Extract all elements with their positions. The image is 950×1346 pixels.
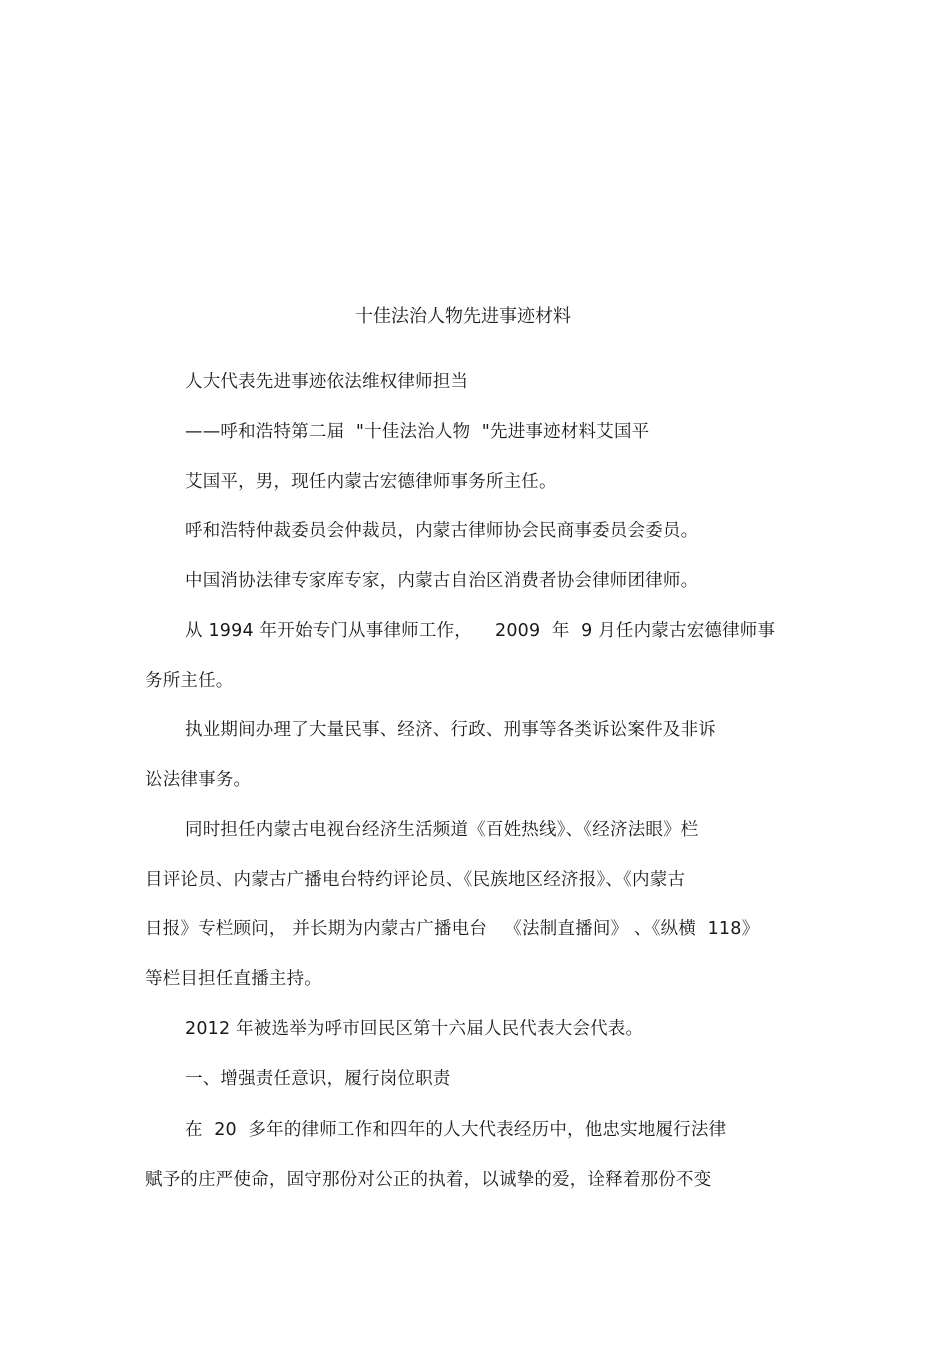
section-heading: 一、增强责任意识，履行岗位职责 (185, 1069, 451, 1089)
paragraph-line: 等栏目担任直播主持。 (145, 969, 322, 989)
paragraph-line: 同时担任内蒙古电视台经济生活频道《百姓热线》、《经济法眼》栏 (185, 820, 699, 840)
paragraph-line: 2012 年被选举为呼市回民区第十六届人民代表大会代表。 (185, 1019, 644, 1039)
paragraph-line: 日报》专栏顾问， 并长期为内蒙古广播电台 《法制直播间》 、《纵横 118》 (145, 919, 760, 939)
paragraph-line: 在 20 多年的律师工作和四年的人大代表经历中，他忠实地履行法律 (185, 1120, 727, 1140)
paragraph-line: 人大代表先进事迹依法维权律师担当 (185, 372, 469, 392)
paragraph-line: ——呼和浩特第二届 "十佳法治人物 "先进事迹材料艾国平 (185, 422, 650, 442)
paragraph-line: 从 1994 年开始专门从事律师工作， 2009 年 9 月任内蒙古宏德律师事 (185, 621, 776, 641)
document-title: 十佳法治人物先进事迹材料 (355, 306, 571, 327)
paragraph-line: 讼法律事务。 (145, 770, 252, 790)
paragraph-line: 目评论员、内蒙古广播电台特约评论员、《民族地区经济报》、《内蒙古 (145, 870, 686, 890)
paragraph-line: 艾国平，男，现任内蒙古宏德律师事务所主任。 (185, 472, 557, 492)
paragraph-line: 执业期间办理了大量民事、经济、行政、刑事等各类诉讼案件及非诉 (185, 720, 716, 740)
paragraph-line: 中国消协法律专家库专家，内蒙古自治区消费者协会律师团律师。 (185, 571, 699, 591)
paragraph-line: 赋予的庄严使命，固守那份对公正的执着，以诚挚的爱，诠释着那份不变 (145, 1170, 712, 1190)
paragraph-line: 务所主任。 (145, 671, 234, 691)
paragraph-line: 呼和浩特仲裁委员会仲裁员，内蒙古律师协会民商事委员会委员。 (185, 521, 699, 541)
